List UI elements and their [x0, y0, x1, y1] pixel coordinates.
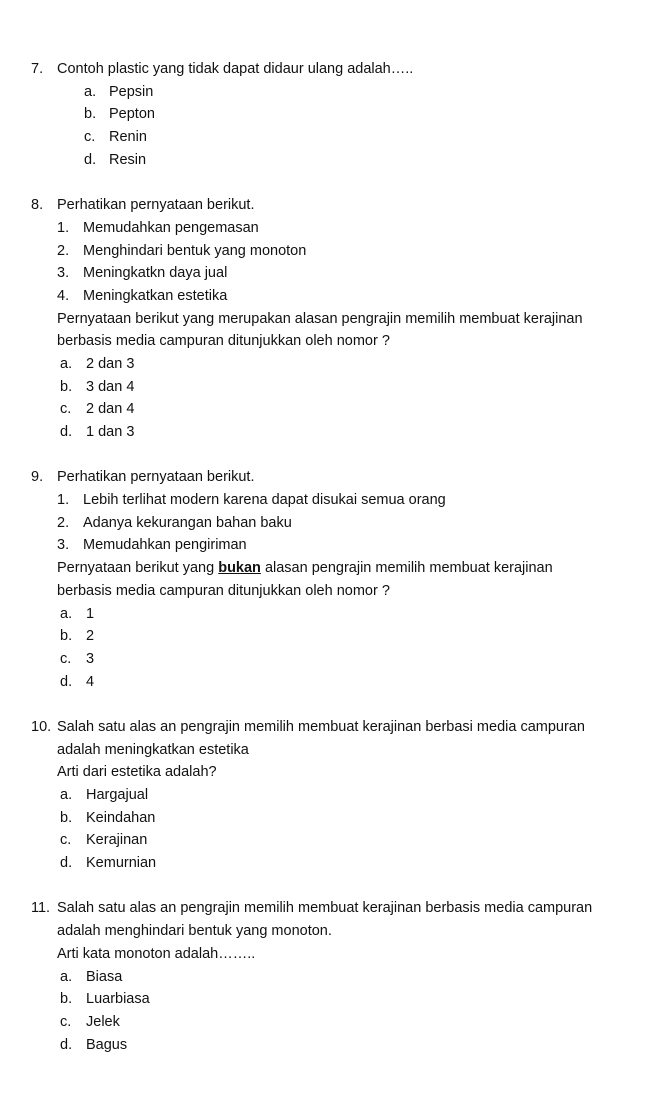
statement-2: 2. Menghindari bentuk yang monoton	[57, 242, 307, 259]
quiz-page	[0, 58, 647, 1079]
option-d: d. 1 dan 3	[60, 424, 135, 440]
question-text: Arti kata monoton adalah……..	[57, 945, 256, 962]
question-stem: adalah meningkatkan estetika	[57, 741, 249, 758]
option-d: d. Bagus	[60, 1036, 128, 1053]
question-8	[0, 194, 647, 444]
option-c: c. 2 dan 4	[60, 401, 135, 418]
option-d: d. 4	[60, 673, 95, 690]
question-number: 10.	[31, 718, 52, 735]
option-b: b. 3 dan 4	[60, 378, 135, 395]
question-7	[0, 58, 647, 171]
option-d: d. Resin	[84, 151, 147, 168]
statement-1: 1. Memudahkan pengemasan	[57, 219, 259, 236]
option-a: a. 1	[60, 605, 95, 622]
question-stem: Contoh plastic yang tidak dapat didaur ulang adalah…..	[57, 61, 414, 77]
question-stem: Perhatikan pernyataan berikut.	[57, 197, 255, 214]
question-11	[0, 897, 647, 1056]
option-a: a. 2 dan 3	[60, 355, 135, 372]
option-a: a. Biasa	[60, 968, 123, 985]
question-9	[0, 466, 647, 693]
question-text: Arti dari estetika adalah?	[57, 764, 217, 781]
option-b: b. Keindahan	[60, 809, 156, 826]
option-d: d. Kemurnian	[60, 855, 157, 872]
statement-3: 3. Meningkatkn daya jual	[57, 265, 228, 282]
question-number: 9.	[31, 469, 44, 486]
option-c: c. 3	[60, 650, 95, 667]
option-c: c. Kerajinan	[60, 832, 148, 849]
option-a: a. Hargajual	[60, 787, 149, 803]
question-text: Pernyataan berikut yang merupakan alasan pengrajin memilih membuat kerajinan	[57, 310, 583, 327]
question-number: 11.	[31, 900, 51, 917]
option-a: a. Pepsin	[84, 83, 154, 100]
option-b: b. Luarbiasa	[60, 991, 150, 1008]
question-stem: Salah satu alas an pengrajin memilih membuat kerajinan berbasis media campuran	[57, 900, 593, 917]
option-c: c. Jelek	[60, 1013, 120, 1030]
question-number: 7.	[31, 61, 44, 77]
option-c: c. Renin	[84, 129, 147, 146]
question-stem: Perhatikan pernyataan berikut.	[57, 469, 255, 486]
question-number: 8.	[31, 197, 44, 214]
question-stem: Salah satu alas an pengrajin memilih membuat kerajinan berbasi media campuran	[57, 718, 585, 735]
statement-4: 4. Meningkatkan estetika	[57, 287, 228, 304]
statement-2: 2. Adanya kekurangan bahan baku	[57, 514, 292, 531]
question-text: Pernyataan berikut yang bukan alasan pengrajin memilih membuat kerajinan	[57, 560, 553, 577]
question-10	[0, 716, 647, 875]
option-b: b. 2	[60, 628, 95, 645]
option-b: b. Pepton	[84, 106, 155, 123]
question-text: berbasis media campuran ditunjukkan oleh nomor ?	[57, 333, 390, 350]
question-stem: adalah menghindari bentuk yang monoton.	[57, 923, 332, 940]
emphasis-bukan: bukan	[218, 560, 261, 577]
question-text: berbasis media campuran ditunjukkan oleh nomor ?	[57, 582, 390, 599]
statement-3: 3. Memudahkan pengiriman	[57, 537, 247, 554]
statement-1: 1. Lebih terlihat modern karena dapat disukai semua orang	[57, 492, 446, 509]
